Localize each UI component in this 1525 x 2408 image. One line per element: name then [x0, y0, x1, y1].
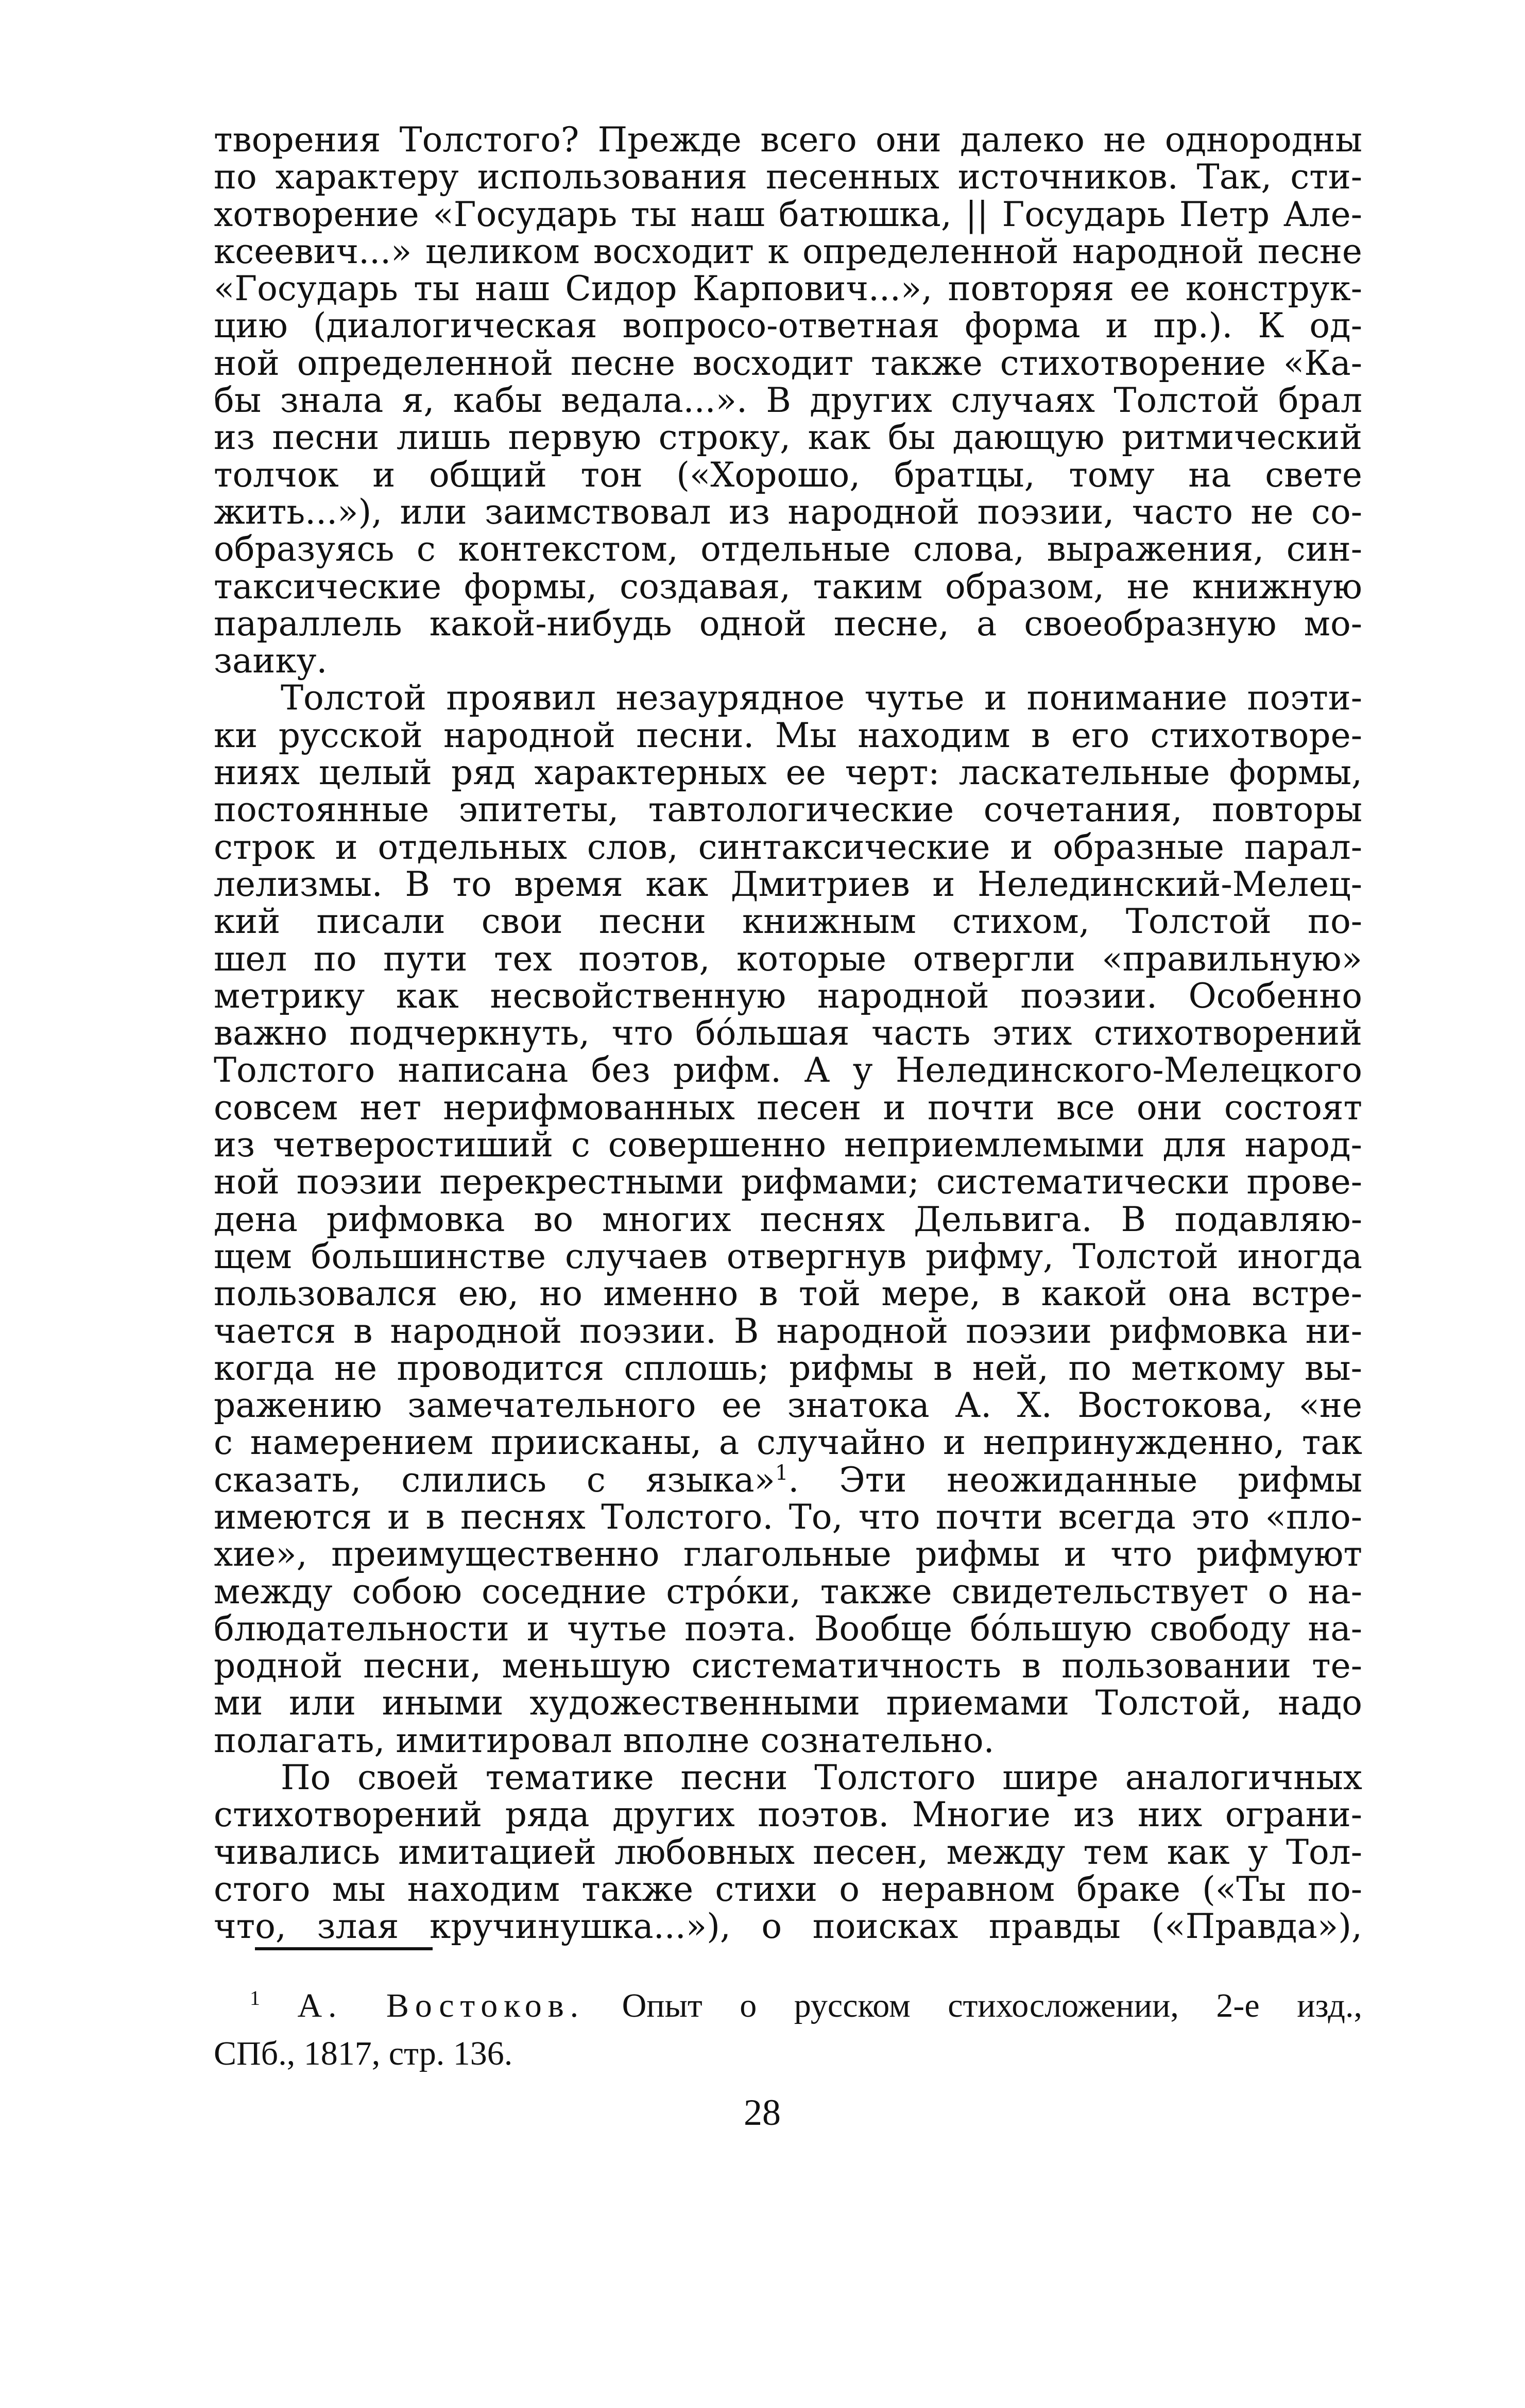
footnote-line: СПб., 1817, стр. 136. — [214, 2035, 513, 2072]
text-line: жить...»), или заимствовал из народной поэзии, часто не со- — [214, 492, 1362, 532]
text-line: дена рифмовка во многих песнях Дельвига. В подавляю- — [214, 1199, 1362, 1239]
text-line: из четверостиший с совершенно неприемлемыми для народ- — [214, 1125, 1362, 1165]
text-line: что, злая кручинушка...»), о поисках правды («Правда»), — [214, 1907, 1362, 1947]
text-line: образуясь с контекстом, отдельные слова, выражения, син- — [214, 529, 1362, 569]
text-line: из песни лишь первую строку, как бы дающую ритмический — [214, 418, 1362, 458]
text-line: когда не проводится сплошь; рифмы в ней, по меткому вы- — [214, 1348, 1362, 1388]
text-line: важно подчеркнуть, что бо́льшая часть этих стихотворений — [214, 1013, 1362, 1053]
footnote-divider — [255, 1947, 433, 1950]
text-line-with-footnote-ref — [214, 1462, 1362, 1499]
text-line: чается в народной поэзии. В народной поэзии рифмовка ни- — [214, 1311, 1362, 1351]
text-line: ной определенной песне восходит также стихотворение «Ка- — [214, 343, 1362, 383]
text-line: метрику как несвойственную народной поэзии. Особенно — [214, 976, 1362, 1016]
footnote — [214, 1982, 1362, 2077]
text-line: кий писали свои песни книжным стихом, Толстой по- — [214, 902, 1362, 942]
text-line: постоянные эпитеты, тавтологические сочетания, повторы — [214, 790, 1362, 830]
text-line: «Государь ты наш Сидор Карпович...», повторяя ее конструк- — [214, 269, 1362, 309]
text-line: совсем нет нерифмованных песен и почти все они состоят — [214, 1087, 1362, 1128]
text-line: ражению замечательного ее знатока А. Х. Востокова, «не — [214, 1385, 1362, 1426]
text-line: заику. — [214, 641, 328, 681]
text-line: лелизмы. В то время как Дмитриев и Нелединский-Мелец- — [214, 864, 1362, 904]
text-line: пользовался ею, но именно в той мере, в какой она встре- — [214, 1274, 1362, 1314]
text-line: толчок и общий тон («Хорошо, братцы, тому на свете — [214, 455, 1362, 495]
text-line: щем большинстве случаев отвергнув рифму, Толстой иногда — [214, 1236, 1362, 1276]
text-line: параллель какой-нибудь одной песне, а своеобразную мо- — [214, 603, 1362, 644]
text-line: по характеру использования песенных источников. Так, сти- — [214, 157, 1362, 197]
text-line: хотворение «Государь ты наш батюшка, || Государь Петр Але- — [214, 194, 1362, 234]
text-line: Толстого написана без рифм. А у Нелединского-Мелецкого — [214, 1050, 1362, 1090]
text-fragment: . Эти неожиданные рифмы — [788, 1460, 1362, 1500]
text-line: чивались имитацией любовных песен, между тем как у Тол- — [214, 1832, 1362, 1872]
text-line: строк и отдельных слов, синтаксические и образные парал- — [214, 827, 1362, 867]
text-line: таксические формы, создавая, таким образом, не книжную — [214, 566, 1362, 607]
text-line: шел по пути тех поэтов, которые отвергли «правильную» — [214, 939, 1362, 979]
text-line: блюдательности и чутье поэта. Вообще бо́льшую свободу на- — [214, 1608, 1362, 1649]
text-line: ниях целый ряд характерных ее черт: ласкательные формы, — [214, 753, 1362, 793]
page-number: 28 — [744, 2092, 781, 2133]
text-line: полагать, имитировал вполне сознательно. — [214, 1720, 995, 1760]
text-line: стихотворений ряда других поэтов. Многие из них ограни- — [214, 1795, 1362, 1835]
text-line: между собою соседние стро́ки, также свидетельствует о на- — [214, 1571, 1362, 1612]
body-text — [214, 122, 1362, 1946]
text-fragment: сказать, слились с языка» — [214, 1460, 775, 1500]
text-line: По своей тематике песни Толстого шире аналогичных — [281, 1758, 1362, 1798]
text-line: с намерением приисканы, а случайно и непринужденно, так — [214, 1423, 1362, 1463]
text-line: ксеевич...» целиком восходит к определенной народной песне — [214, 231, 1362, 271]
text-line: цию (диалогическая вопросо-ответная форма и пр.). К од- — [214, 306, 1362, 346]
footnote-author: А. Востоков. — [297, 1987, 585, 2024]
text-line: имеются и в песнях Толстого. То, что почти всегда это «пло- — [214, 1497, 1362, 1537]
text-line: ки русской народной песни. Мы находим в его стихотворе- — [214, 715, 1362, 755]
text-line: творения Толстого? Прежде всего они далеко не однородны — [214, 120, 1362, 160]
footnote-text: Опыт о русском стихосложении, 2-е изд., — [622, 1987, 1362, 2024]
text-line: родной песни, меньшую систематичность в пользовании те- — [214, 1646, 1362, 1686]
text-line: ми или иными художественными приемами Толстой, надо — [214, 1683, 1362, 1723]
text-line: ной поэзии перекрестными рифмами; систематически прове- — [214, 1162, 1362, 1202]
footnote-line — [214, 1982, 1362, 2030]
text-line: бы знала я, кабы ведала...». В других случаях Толстой брал — [214, 380, 1362, 421]
footnote-reference: 1 — [775, 1461, 789, 1485]
footnote-marker: 1 — [250, 1986, 260, 2009]
text-line: хие», преимущественно глагольные рифмы и что рифмуют — [214, 1534, 1362, 1574]
text-line: стого мы находим также стихи о неравном браке («Ты по- — [214, 1869, 1362, 1909]
text-line: Толстой проявил незаурядное чутье и понимание поэти- — [281, 678, 1362, 718]
